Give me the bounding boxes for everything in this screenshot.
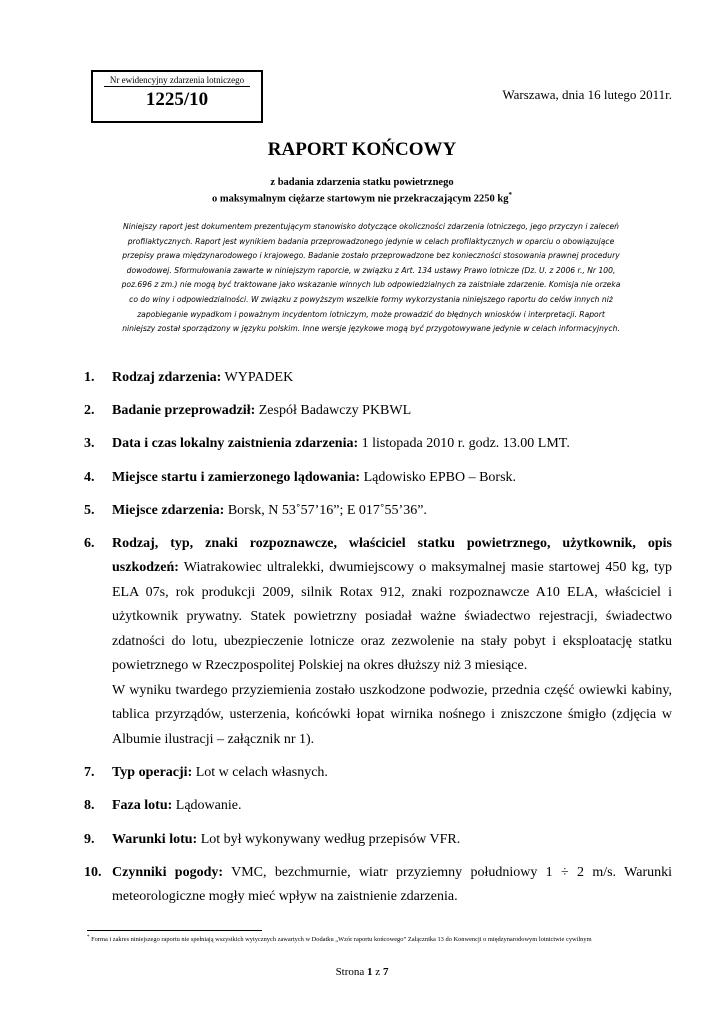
section-paragraph-damage	[112, 679, 672, 753]
section-number: 5.	[84, 502, 95, 518]
section-text: Lądowisko EPBO – Borsk.	[360, 469, 517, 485]
disclaimer-line: profilaktycznych. Raport jest wynikiem badania przeprowadzonego jedynie w celach profilaktycznych w oparciu o obowiązujące	[127, 236, 615, 246]
disclaimer-line: przepisy prawa międzynarodowego i krajowego. Badanie zostało przeprowadzone bez konieczności stosowania prawnej procedury	[122, 251, 620, 261]
registration-caption-underline	[104, 86, 250, 87]
section-text: 1 listopada 2010 r. godz. 13.00 LMT.	[358, 436, 570, 452]
section-text: WYPADEK	[221, 370, 294, 385]
section-label: Miejsce zdarzenia:	[112, 502, 225, 518]
footnote-separator	[87, 930, 262, 931]
report-subtitle	[0, 176, 724, 206]
section-paragraph	[112, 532, 672, 679]
section-label: Badanie przeprowadził:	[112, 403, 256, 419]
section-number: 8.	[84, 798, 95, 814]
section-flight-conditions	[84, 828, 672, 853]
section-label: Czynniki pogody:	[112, 864, 224, 880]
report-sections	[84, 366, 672, 918]
page-total: 7	[382, 966, 389, 978]
section-investigator	[84, 399, 672, 424]
page-label: Strona	[335, 966, 365, 978]
section-label: Warunki lotu:	[112, 831, 198, 847]
disclaimer	[100, 220, 642, 337]
section-text: VMC, bezchmurnie, wiatr przyziemny południowy 1 ÷ 2 m/s. Warunki meteorologiczne mogły mieć wpływ na zaistnienie zdarzenia.	[112, 864, 672, 905]
disclaimer-line: Niniejszy raport jest dokumentem prezentującym stanowisko dotyczące okoliczności zdarzenia lotniczego, jego przyczyn i zaleceń	[123, 222, 619, 231]
section-label: Miejsce startu i zamierzonego lądowania:	[112, 469, 361, 485]
disclaimer-line: zapobieganie wypadkom i poważnym incydentom lotniczym, może prowadzić do błędnych wniosków i interpretacji. Raport	[137, 309, 605, 319]
section-label: Faza lotu:	[112, 798, 173, 814]
page-number	[0, 966, 724, 978]
registration-box	[91, 70, 263, 123]
disclaimer-line: poz.696 z zm.) nie mogą być traktowane jako wskazanie winnych lub odpowiedzialnych za zaistniałe zdarzenie. Komisja nie orzeka	[121, 280, 621, 290]
section-number: 4.	[84, 469, 95, 485]
section-number: 2.	[84, 403, 95, 419]
date-place: Warszawa, dnia 16 lutego 2011r.	[502, 87, 672, 102]
section-number: 3.	[84, 436, 95, 452]
section-label: Rodzaj, typ, znaki rozpoznawcze, właściciel statku powietrznego, użytkownik, opis uszkodzeń:	[112, 535, 672, 576]
disclaimer-line: niniejszy został sporządzony w języku polskim. Inne wersje językowe mogą być przygotowywane jedynie w celach informacyjnych.	[122, 324, 620, 334]
page-current: 1	[367, 966, 373, 978]
subtitle-footnote-mark: *	[508, 191, 513, 199]
section-departure-landing	[84, 466, 672, 491]
section-text: Lądowanie.	[172, 798, 242, 814]
section-number: 9.	[84, 831, 95, 847]
disclaimer-line: dowodowej. Sformułowania zawarte w niniejszym raporcie, w związku z Art. 134 ustawy Prawo lotnicze (Dz. U. z 2006 r., Nr 100,	[126, 265, 616, 275]
section-text: Zespół Badawczy PKBWL	[255, 403, 412, 419]
page-separator: z	[375, 966, 381, 978]
section-text: Lot w celach własnych.	[192, 765, 328, 781]
section-label: Rodzaj zdarzenia:	[112, 370, 222, 385]
disclaimer-line: co do winy i odpowiedzialności. W związku z powyższym wszelkie formy wykorzystania niniejszego raportu do celów innych niż	[129, 294, 613, 304]
registration-caption: Nr ewidencyjny zdarzenia lotniczego	[109, 75, 245, 85]
section-flight-phase	[84, 794, 672, 819]
section-text: Borsk, N 53˚57’16”; E 017˚55’36”.	[224, 502, 427, 518]
footnote-text: Forma i zakres niniejszego raportu nie spełniają wszystkich wytycznych zawartych w Dodatku „Wzór raportu końcowego” Załącznika 13 do Konwencji o międzynarodowym lotnictwie cywilnym	[89, 936, 592, 944]
section-label: Data i czas lokalny zaistnienia zdarzenia:	[112, 436, 359, 452]
section-operation-type	[84, 761, 672, 786]
section-number: 6.	[84, 535, 95, 551]
subtitle-line-1: z badania zdarzenia statku powietrznego	[270, 177, 454, 188]
section-label: Typ operacji:	[112, 765, 193, 781]
section-text: Lot był wykonywany według przepisów VFR.	[197, 831, 461, 847]
section-text-2: W wyniku twardego przyziemienia zostało uszkodzone podwozie, przednia część owiewki kabiny, tablica przyrządów, usterzenia, końcówki łopat wirnika nośnego i zniszczone śmigło (zdjęcia w Albumie ilustracji – załącznik nr 1).	[112, 682, 672, 747]
section-number: 7.	[84, 765, 95, 781]
subtitle-line-2	[0, 189, 724, 206]
section-aircraft-details	[84, 532, 672, 753]
section-text: Wiatrakowiec ultralekki, dwumiejscowy o maksymalnej masie startowej 450 kg, typ ELA 07s, rok produkcji 2009, silnik Rotax 912, znaki rozpoznawcze A10 ELA, właściciel i użytkownik prywatny. Statek powietrzny posiadał ważne świadectwo rejestracji, świadectwo zdatności do lotu, ubezpieczenie lotnicze oraz zezwolenie na stały pobyt i eksploatację statku powietrznego w Rzeczpospolitej Polskiej na okres dłuższy niż 3 miesiące.	[112, 560, 672, 674]
section-weather	[84, 861, 672, 910]
report-title: RAPORT KOŃCOWY	[267, 139, 457, 160]
subtitle-line-2-text: o maksymalnym ciężarze startowym nie przekraczającym 2250 kg	[211, 193, 509, 205]
section-number: 1.	[84, 370, 95, 385]
footnote-mark: *	[87, 935, 90, 940]
section-number: 10.	[84, 864, 102, 880]
section-event-location	[84, 499, 672, 524]
section-date-time	[84, 432, 672, 457]
registration-number: 1225/10	[145, 89, 209, 110]
section-event-type	[84, 366, 672, 391]
footnote	[87, 935, 687, 943]
